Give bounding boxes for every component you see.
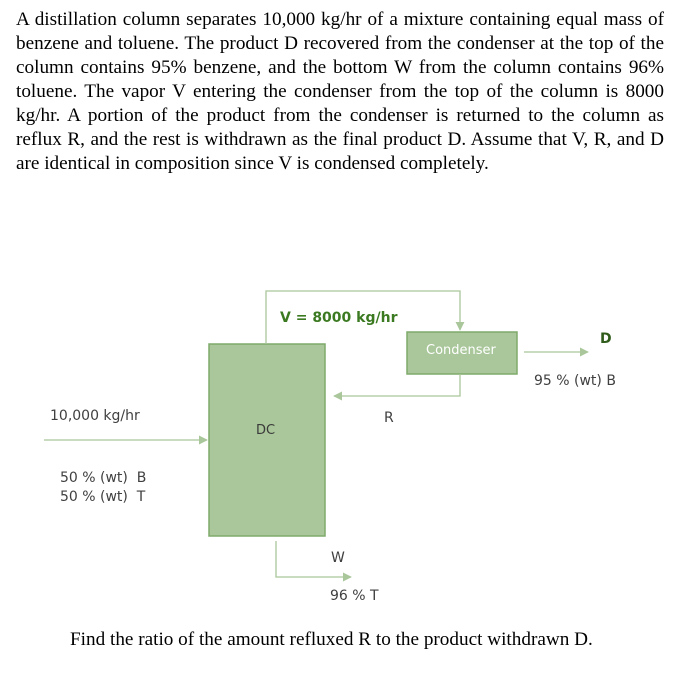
reflux-line bbox=[334, 374, 460, 396]
bottom-label: W bbox=[331, 550, 345, 566]
feed-rate: 10,000 kg/hr bbox=[50, 408, 140, 424]
condenser-label: Condenser bbox=[426, 343, 496, 358]
distillation-column bbox=[209, 344, 325, 536]
problem-statement: A distillation column separates 10,000 kg/hr of a mixture containing equal mass of benzene and toluene. The product D recovered from the condenser at the top of the column contains 95% benzene, and the bottom W from the column contains 96% toluene. The vapor V entering the condenser from the top of the column is 8000 kg/hr. A portion of the product from the condenser is returned to the column as reflux R, and the rest is withdrawn as the final product D. Assume that V, R, and D are identical in composition since V is condensed completely. bbox=[16, 9, 664, 174]
feed-benzene: 50 % (wt) B bbox=[60, 470, 147, 486]
question: Find the ratio of the amount refluxed R to the product withdrawn D. bbox=[70, 629, 593, 650]
feed-toluene: 50 % (wt) T bbox=[60, 489, 146, 505]
bottom-composition: 96 % T bbox=[330, 588, 379, 604]
column-label: DC bbox=[256, 423, 276, 438]
product-label: D bbox=[600, 331, 612, 347]
reflux-label: R bbox=[384, 410, 394, 426]
vapor-label: V = 8000 kg/hr bbox=[280, 310, 398, 326]
product-composition: 95 % (wt) B bbox=[534, 373, 616, 389]
